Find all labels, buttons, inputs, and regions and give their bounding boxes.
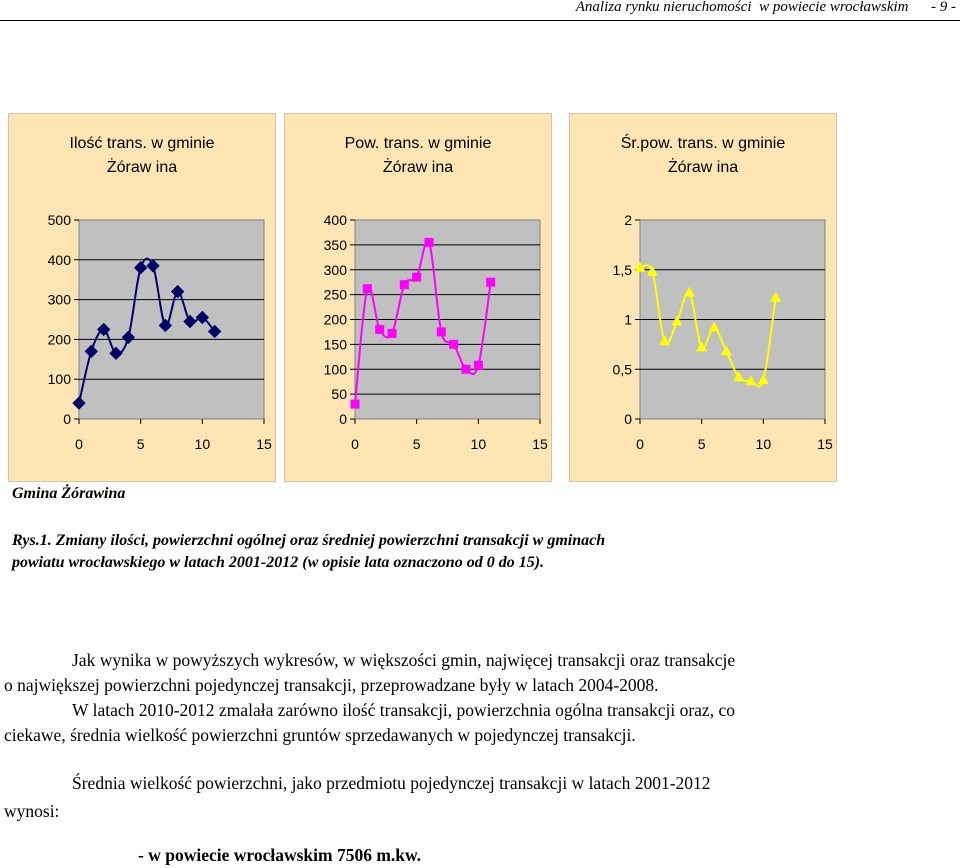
- data-point: [388, 329, 397, 338]
- chart-title-line2: Żóraw ina: [667, 159, 739, 176]
- chart-title-line1: Śr.pow. trans. w gminie: [620, 135, 786, 152]
- y-tick-label: 100: [47, 371, 71, 388]
- y-tick-label: 1,5: [612, 261, 632, 278]
- paragraph-1-line1: Jak wynika w powyższych wykresów, w większości gmin, najwięcej transakcji oraz transakcje: [72, 650, 736, 670]
- data-point: [486, 278, 495, 287]
- x-tick-label: 5: [136, 436, 145, 452]
- y-tick-label: 200: [323, 311, 347, 328]
- paragraph-2: [4, 698, 952, 748]
- y-tick-label: 300: [323, 261, 347, 278]
- data-point: [412, 273, 421, 282]
- y-tick-label: 0,5: [612, 361, 632, 378]
- x-tick-label: 5: [412, 436, 421, 452]
- y-tick-label: 500: [47, 212, 71, 228]
- data-point: [462, 365, 471, 374]
- data-point: [437, 327, 446, 336]
- data-point: [363, 284, 372, 293]
- y-tick-label: 250: [323, 286, 347, 303]
- y-tick-label: 0: [63, 411, 71, 427]
- x-tick-label: 0: [75, 436, 83, 452]
- plot-area: [79, 220, 264, 419]
- chart-title: [285, 132, 551, 180]
- final-value-line: - w powiecie wrocławskim 7506 m.kw.: [138, 845, 422, 865]
- x-tick-label: 0: [636, 436, 644, 452]
- x-tick-label: 10: [470, 436, 487, 452]
- paragraph-1: [4, 648, 952, 698]
- chart-panel-count: [8, 113, 276, 482]
- y-tick-label: 200: [47, 331, 71, 348]
- y-tick-label: 0: [624, 411, 632, 427]
- header-text: Analiza rynku nieruchomości w powiecie wrocławskim - 9 -: [575, 0, 956, 15]
- header-rule: [0, 20, 960, 21]
- y-tick-label: 50: [331, 386, 347, 403]
- x-tick-label: 15: [817, 436, 833, 452]
- chart-title-line1: Ilość trans. w gminie: [69, 135, 215, 152]
- x-tick-label: 10: [194, 436, 211, 452]
- chart-title-line2: Żóraw ina: [106, 159, 178, 176]
- x-tick-label: 0: [351, 436, 359, 452]
- data-point: [351, 400, 360, 409]
- paragraph-3-line1: Średnia wielkość powierzchni, jako przedmiotu pojedynczej transakcji w latach 2001-2012: [72, 773, 711, 793]
- data-point: [375, 325, 384, 334]
- x-tick-label: 15: [532, 436, 548, 452]
- x-tick-label: 15: [256, 436, 272, 452]
- y-tick-label: 350: [323, 236, 347, 253]
- data-point: [400, 280, 409, 289]
- gmina-label: Gmina Żórawina: [12, 485, 126, 502]
- y-tick-label: 150: [323, 336, 347, 353]
- chart-panel-average: [569, 113, 837, 482]
- chart-title: [570, 132, 836, 180]
- data-point: [449, 340, 458, 349]
- paragraph-3: [4, 769, 952, 825]
- x-tick-label: 5: [697, 436, 706, 452]
- data-point: [474, 361, 483, 370]
- chart-title: [9, 132, 275, 180]
- paragraph-2-line1: W latach 2010-2012 zmalała zarówno ilość transakcji, powierzchnia ogólna transakcji oraz, co: [72, 700, 735, 720]
- caption-line1: Rys.1. Zmiany ilości, powierzchni ogólnej oraz średniej powierzchni transakcji w gminach: [12, 532, 606, 549]
- y-tick-label: 400: [47, 251, 71, 268]
- y-tick-label: 0: [339, 411, 347, 427]
- paragraph-1-line2: o największej powierzchni pojedynczej transakcji, przeprowadzane były w latach 2004-2008.: [4, 675, 659, 695]
- y-tick-label: 1: [624, 311, 632, 328]
- page-header: [0, 0, 960, 22]
- paragraph-3-line2: wynosi:: [4, 801, 60, 821]
- x-tick-label: 10: [755, 436, 772, 452]
- chart-title-line2: Żóraw ina: [382, 159, 454, 176]
- data-point: [425, 238, 434, 247]
- caption-line2: powiatu wrocławskiego w latach 2001-2012 (w opisie lata oznaczono od 0 do 15).: [12, 554, 545, 571]
- y-tick-label: 100: [323, 361, 347, 378]
- chart-panel-area: [284, 113, 552, 482]
- y-tick-label: 300: [47, 291, 71, 308]
- figure-caption: [12, 530, 605, 574]
- y-tick-label: 400: [323, 212, 347, 228]
- paragraph-2-line2: ciekawe, średnia wielkość powierzchni gruntów sprzedawanych w pojedynczej transakcji.: [4, 725, 636, 745]
- y-tick-label: 2: [624, 212, 632, 228]
- chart-title-line1: Pow. trans. w gminie: [344, 135, 492, 152]
